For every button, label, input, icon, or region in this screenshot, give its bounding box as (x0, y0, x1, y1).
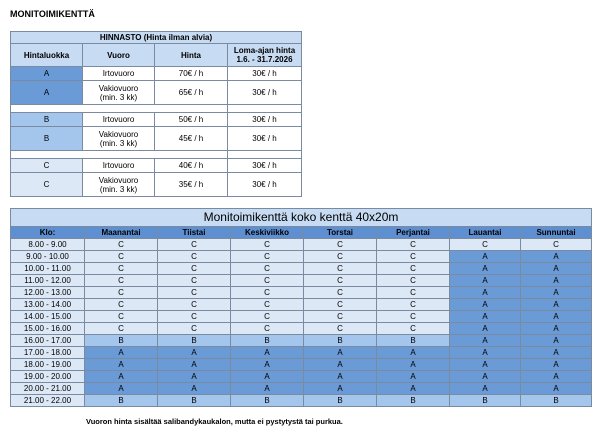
slot-cell: A (85, 347, 158, 359)
price-vuoro-line2: (min. 3 kk) (99, 92, 138, 102)
header-hintaluokka: Hintaluokka (11, 44, 83, 67)
slot-cell: C (304, 323, 377, 335)
time-slot: 21.00 - 22.00 (11, 395, 85, 407)
time-slot: 18.00 - 19.00 (11, 359, 85, 371)
day-header: Perjantai (377, 227, 450, 239)
time-slot: 15.00 - 16.00 (11, 323, 85, 335)
time-slot: 13.00 - 14.00 (11, 299, 85, 311)
slot-cell: C (377, 299, 450, 311)
price-row (11, 67, 302, 81)
price-table-caption: HINNASTO (Hinta ilman alvia) (11, 32, 302, 44)
slot-cell: C (377, 323, 450, 335)
schedule-row (11, 251, 592, 263)
schedule-row (11, 311, 592, 323)
price-class: C (11, 159, 83, 173)
slot-cell: B (521, 395, 592, 407)
schedule-row (11, 347, 592, 359)
slot-cell: C (377, 275, 450, 287)
price-spacer (11, 105, 302, 113)
slot-cell: A (85, 383, 158, 395)
header-loma-ajan-hinta (228, 44, 302, 67)
day-header: Tiistai (158, 227, 231, 239)
slot-cell: C (304, 311, 377, 323)
price-class: C (11, 173, 83, 197)
price-vuoro-line2: (min. 3 kk) (99, 184, 138, 194)
day-header: Maanantai (85, 227, 158, 239)
slot-cell: A (521, 347, 592, 359)
header-vuoro: Vuoro (83, 44, 155, 67)
slot-cell: A (158, 347, 231, 359)
slot-cell: C (85, 251, 158, 263)
schedule-row (11, 371, 592, 383)
slot-cell: C (158, 263, 231, 275)
schedule-row (11, 323, 592, 335)
slot-cell: C (158, 239, 231, 251)
slot-cell: A (377, 347, 450, 359)
slot-cell: C (158, 299, 231, 311)
price-hinta: 45€ / h (155, 127, 228, 151)
slot-cell: A (158, 371, 231, 383)
slot-cell: A (158, 359, 231, 371)
slot-cell: B (231, 335, 304, 347)
slot-cell: C (304, 287, 377, 299)
time-slot: 17.00 - 18.00 (11, 347, 85, 359)
slot-cell: C (304, 275, 377, 287)
slot-cell: C (231, 275, 304, 287)
slot-cell: B (231, 395, 304, 407)
slot-cell: A (521, 251, 592, 263)
slot-cell: B (158, 335, 231, 347)
slot-cell: C (231, 323, 304, 335)
slot-cell: C (85, 311, 158, 323)
price-vuoro-line2: (min. 3 kk) (99, 138, 138, 148)
slot-cell: A (304, 359, 377, 371)
slot-cell: B (450, 395, 521, 407)
slot-cell: C (231, 251, 304, 263)
slot-cell: C (85, 275, 158, 287)
time-slot: 10.00 - 11.00 (11, 263, 85, 275)
day-header: Keskiviikko (231, 227, 304, 239)
slot-cell: C (304, 263, 377, 275)
time-slot: 20.00 - 21.00 (11, 383, 85, 395)
slot-cell: C (521, 239, 592, 251)
slot-cell: C (377, 251, 450, 263)
price-loma: 30€ / h (228, 113, 302, 127)
slot-cell: A (521, 287, 592, 299)
price-hinta: 50€ / h (155, 113, 228, 127)
slot-cell: C (304, 239, 377, 251)
price-vuoro (83, 173, 155, 197)
price-hinta: 70€ / h (155, 67, 228, 81)
slot-cell: C (85, 287, 158, 299)
day-header: Torstai (304, 227, 377, 239)
price-class: A (11, 67, 83, 81)
slot-cell: A (450, 311, 521, 323)
slot-cell: A (450, 323, 521, 335)
slot-cell: C (377, 287, 450, 299)
slot-cell: C (377, 311, 450, 323)
time-slot: 16.00 - 17.00 (11, 335, 85, 347)
slot-cell: B (85, 335, 158, 347)
price-vuoro (83, 81, 155, 105)
header-loma-line2: 1.6. - 31.7.2026 (236, 55, 293, 64)
slot-cell: A (450, 263, 521, 275)
price-vuoro: Irtovuoro (83, 67, 155, 81)
slot-cell: C (377, 239, 450, 251)
schedule-title: Monitoimikenttä koko kenttä 40x20m (11, 209, 592, 227)
price-vuoro-line1: Vakiovuoro (98, 83, 139, 93)
schedule-row (11, 239, 592, 251)
slot-cell: A (158, 383, 231, 395)
slot-cell: A (231, 359, 304, 371)
schedule-row (11, 395, 592, 407)
schedule-row (11, 263, 592, 275)
slot-cell: B (304, 395, 377, 407)
slot-cell: A (450, 299, 521, 311)
price-class: B (11, 113, 83, 127)
schedule-row (11, 383, 592, 395)
slot-cell: C (231, 239, 304, 251)
slot-cell: A (231, 347, 304, 359)
price-table (10, 31, 302, 197)
slot-cell: A (521, 323, 592, 335)
price-row (11, 113, 302, 127)
price-loma: 30€ / h (228, 159, 302, 173)
slot-cell: A (377, 359, 450, 371)
slot-cell: A (450, 335, 521, 347)
slot-cell: C (85, 323, 158, 335)
day-header: Sunnuntai (521, 227, 592, 239)
slot-cell: C (377, 263, 450, 275)
slot-cell: C (85, 263, 158, 275)
price-spacer (11, 151, 302, 159)
price-hinta: 40€ / h (155, 159, 228, 173)
slot-cell: A (377, 371, 450, 383)
slot-cell: B (85, 395, 158, 407)
slot-cell: C (231, 263, 304, 275)
slot-cell: B (377, 335, 450, 347)
price-row (11, 159, 302, 173)
slot-cell: A (521, 359, 592, 371)
time-slot: 9.00 - 10.00 (11, 251, 85, 263)
time-slot: 11.00 - 12.00 (11, 275, 85, 287)
slot-cell: C (450, 239, 521, 251)
price-vuoro: Irtovuoro (83, 113, 155, 127)
price-row (11, 127, 302, 151)
price-vuoro-line1: Vakiovuoro (98, 129, 139, 139)
slot-cell: A (450, 275, 521, 287)
slot-cell: A (521, 311, 592, 323)
schedule-row (11, 359, 592, 371)
slot-cell: A (304, 383, 377, 395)
price-hinta: 65€ / h (155, 81, 228, 105)
slot-cell: C (231, 287, 304, 299)
price-loma: 30€ / h (228, 81, 302, 105)
slot-cell: C (231, 311, 304, 323)
slot-cell: A (450, 359, 521, 371)
slot-cell: C (158, 287, 231, 299)
price-loma: 30€ / h (228, 127, 302, 151)
slot-cell: C (304, 299, 377, 311)
price-vuoro-line1: Vakiovuoro (98, 175, 139, 185)
slot-cell: A (450, 287, 521, 299)
slot-cell: B (158, 395, 231, 407)
time-slot: 19.00 - 20.00 (11, 371, 85, 383)
schedule-row (11, 287, 592, 299)
slot-cell: C (85, 239, 158, 251)
slot-cell: A (231, 383, 304, 395)
price-loma: 30€ / h (228, 173, 302, 197)
price-row (11, 173, 302, 197)
slot-cell: A (450, 371, 521, 383)
slot-cell: C (304, 251, 377, 263)
price-class: A (11, 81, 83, 105)
slot-cell: A (85, 371, 158, 383)
header-loma-line1: Loma-ajan hinta (233, 46, 296, 55)
slot-cell: A (450, 251, 521, 263)
slot-cell: C (231, 299, 304, 311)
slot-cell: A (521, 335, 592, 347)
slot-cell: A (85, 359, 158, 371)
time-slot: 14.00 - 15.00 (11, 311, 85, 323)
schedule-table (10, 208, 592, 407)
slot-cell: A (450, 383, 521, 395)
slot-cell: C (85, 299, 158, 311)
slot-cell: A (450, 347, 521, 359)
price-hinta: 35€ / h (155, 173, 228, 197)
price-vuoro: Irtovuoro (83, 159, 155, 173)
page-title: MONITOIMIKENTTÄ (10, 9, 95, 19)
schedule-row (11, 335, 592, 347)
price-vuoro (83, 127, 155, 151)
slot-cell: A (521, 299, 592, 311)
slot-cell: C (158, 323, 231, 335)
slot-cell: B (377, 395, 450, 407)
slot-cell: A (377, 383, 450, 395)
slot-cell: C (158, 311, 231, 323)
day-header: Lauantai (450, 227, 521, 239)
slot-cell: B (304, 335, 377, 347)
slot-cell: A (304, 371, 377, 383)
header-hinta: Hinta (155, 44, 228, 67)
schedule-row (11, 299, 592, 311)
slot-cell: A (304, 347, 377, 359)
slot-cell: A (521, 371, 592, 383)
slot-cell: C (158, 251, 231, 263)
price-row (11, 81, 302, 105)
slot-cell: C (158, 275, 231, 287)
slot-cell: A (521, 383, 592, 395)
slot-cell: A (521, 263, 592, 275)
footnote: Vuoron hinta sisältää salibandykaukalon, mutta ei pystytystä tai purkua. (86, 417, 343, 426)
slot-cell: A (231, 371, 304, 383)
price-loma: 30€ / h (228, 67, 302, 81)
slot-cell: A (521, 275, 592, 287)
price-class: B (11, 127, 83, 151)
time-slot: 8.00 - 9.00 (11, 239, 85, 251)
time-slot: 12.00 - 13.00 (11, 287, 85, 299)
time-header: Klo: (11, 227, 85, 239)
schedule-row (11, 275, 592, 287)
